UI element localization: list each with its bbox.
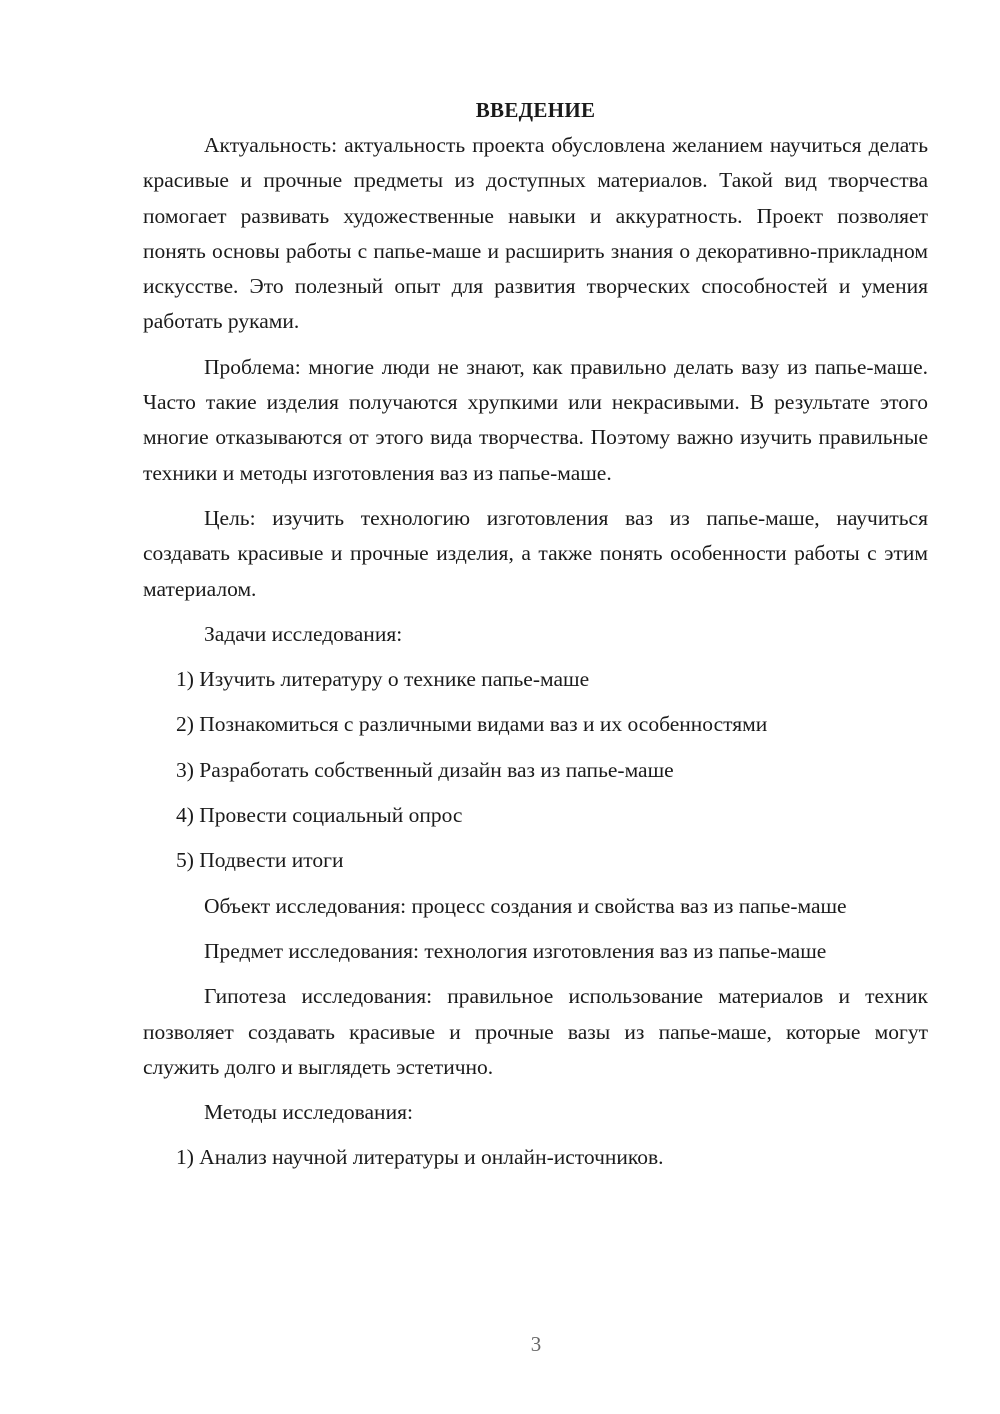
tasks-heading: Задачи исследования: — [204, 621, 403, 646]
task-item: 2) Познакомиться с различными видами ваз и их особенностями — [176, 712, 768, 737]
relevance-paragraph: Актуальность: актуальность проекта обусловлена желанием научиться делать красивые и прочные предметы из доступных материалов. Такой вид творчества помогает развивать художественные навыки и аккуратность. Проект позволяет понять основы работы с папье-маше и расширить знания о декоративно-прикладном искусстве. Это полезный опыт для развития творческих способностей и умения работать руками. — [143, 133, 928, 334]
method-item: 1) Анализ научной литературы и онлайн-источников. — [176, 1145, 664, 1170]
problem-paragraph: Проблема: многие люди не знают, как правильно делать вазу из папье-маше. Часто такие изделия получаются хрупкими или некрасивыми. В результате этого многие отказываются от этого вида творчества. Поэтому важно изучить правильные техники и методы изготовления ваз из папье-маше. — [143, 354, 928, 485]
section-title: ВВЕДЕНИЕ — [475, 98, 596, 122]
object-paragraph: Объект исследования: процесс создания и свойства ваз из папье-маше — [204, 893, 847, 918]
task-item: 1) Изучить литературу о технике папье-маше — [176, 667, 590, 692]
task-item: 4) Провести социальный опрос — [176, 803, 463, 828]
methods-heading: Методы исследования: — [204, 1100, 413, 1125]
page-number: 3 — [530, 1332, 542, 1356]
hypothesis-paragraph: Гипотеза исследования: правильное использование материалов и техник позволяет создавать красивые и прочные вазы из папье-маше, которые могут служить долго и выглядеть эстетично. — [143, 984, 928, 1079]
goal-paragraph: Цель: изучить технологию изготовления ваз из папье-маше, научиться создавать красивые и прочные изделия, а также понять особенности работы с этим материалом. — [143, 505, 928, 601]
task-item: 3) Разработать собственный дизайн ваз из папье-маше — [176, 757, 674, 782]
subject-paragraph: Предмет исследования: технология изготовления ваз из папье-маше — [204, 938, 827, 963]
task-item: 5) Подвести итоги — [176, 848, 344, 873]
document-page — [143, 93, 928, 1186]
